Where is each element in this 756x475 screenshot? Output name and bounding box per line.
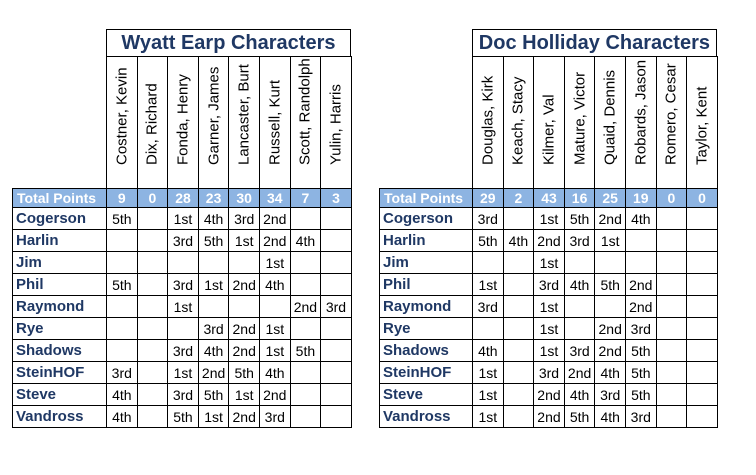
rank-cell[interactable]: 5th <box>290 339 322 362</box>
column-header[interactable] <box>656 56 688 189</box>
rank-cell[interactable] <box>259 295 291 318</box>
rank-cell[interactable]: 4th <box>106 405 138 428</box>
rank-cell[interactable] <box>137 251 169 274</box>
rank-cell[interactable]: 2nd <box>594 207 626 230</box>
rank-cell[interactable] <box>625 229 657 252</box>
rank-cell[interactable] <box>503 405 535 428</box>
rank-cell[interactable] <box>656 295 688 318</box>
reviewer-name[interactable]: SteinHOF <box>379 361 473 384</box>
rank-cell[interactable] <box>228 295 260 318</box>
column-header-label: Russell, Kurt <box>266 79 284 165</box>
rank-cell[interactable]: 4th <box>594 405 626 428</box>
rank-cell[interactable] <box>686 229 718 252</box>
column-header[interactable] <box>594 56 626 189</box>
total-points-cell[interactable]: 25 <box>594 188 626 208</box>
rank-cell[interactable]: 1st <box>533 317 565 340</box>
rank-cell[interactable]: 3rd <box>167 339 199 362</box>
rank-cell[interactable]: 3rd <box>564 229 596 252</box>
rank-cell[interactable]: 5th <box>106 273 138 296</box>
rank-cell[interactable] <box>656 317 688 340</box>
rank-cell[interactable] <box>320 251 352 274</box>
rank-cell[interactable] <box>320 273 352 296</box>
reviewer-name[interactable]: Steve <box>12 383 107 406</box>
rank-cell[interactable] <box>686 317 718 340</box>
column-header[interactable] <box>564 56 596 189</box>
rank-cell[interactable]: 4th <box>198 207 230 230</box>
total-points-label: Total Points <box>379 188 473 208</box>
rank-cell[interactable]: 4th <box>259 273 291 296</box>
reviewer-name[interactable]: Phil <box>12 273 107 296</box>
column-header-label: Costner, Kevin <box>113 67 131 165</box>
rank-cell[interactable] <box>167 317 199 340</box>
rank-cell[interactable] <box>320 383 352 406</box>
rank-cell[interactable]: 4th <box>564 383 596 406</box>
rank-cell[interactable]: 3rd <box>320 295 352 318</box>
rank-cell[interactable] <box>320 361 352 384</box>
rank-cell[interactable]: 1st <box>472 273 504 296</box>
rank-cell[interactable] <box>656 251 688 274</box>
column-header-label: Quaid, Dennis <box>601 69 619 165</box>
rank-cell[interactable] <box>656 405 688 428</box>
rank-cell[interactable] <box>106 317 138 340</box>
rank-cell[interactable]: 2nd <box>533 229 565 252</box>
rank-cell[interactable] <box>137 317 169 340</box>
rank-cell[interactable] <box>137 383 169 406</box>
total-points-cell[interactable]: 0 <box>686 188 718 208</box>
column-header-label: Dix, Richard <box>143 83 161 165</box>
rank-cell[interactable] <box>290 361 322 384</box>
column-header[interactable] <box>228 56 260 189</box>
rank-cell[interactable]: 4th <box>625 207 657 230</box>
rank-cell[interactable] <box>106 295 138 318</box>
rank-cell[interactable] <box>656 339 688 362</box>
rank-cell[interactable] <box>137 273 169 296</box>
rank-cell[interactable]: 1st <box>198 273 230 296</box>
rank-cell[interactable]: 1st <box>259 317 291 340</box>
rank-cell[interactable]: 2nd <box>259 383 291 406</box>
rank-cell[interactable] <box>137 405 169 428</box>
rank-cell[interactable] <box>290 383 322 406</box>
rank-cell[interactable]: 2nd <box>564 361 596 384</box>
rank-cell[interactable]: 1st <box>533 251 565 274</box>
rank-cell[interactable] <box>320 207 352 230</box>
rank-cell[interactable]: 2nd <box>290 295 322 318</box>
rank-cell[interactable]: 2nd <box>259 229 291 252</box>
rank-cell[interactable] <box>656 361 688 384</box>
rank-cell[interactable] <box>686 251 718 274</box>
rank-cell[interactable] <box>320 339 352 362</box>
rank-cell[interactable] <box>656 229 688 252</box>
total-points-cell[interactable]: 19 <box>625 188 657 208</box>
rank-cell[interactable]: 1st <box>167 207 199 230</box>
rank-cell[interactable]: 5th <box>198 229 230 252</box>
rank-cell[interactable]: 2nd <box>625 295 657 318</box>
reviewer-name[interactable]: Rye <box>379 317 473 340</box>
rank-cell[interactable]: 5th <box>564 405 596 428</box>
rank-cell[interactable]: 2nd <box>259 207 291 230</box>
rank-cell[interactable] <box>503 361 535 384</box>
rank-cell[interactable]: 2nd <box>228 339 260 362</box>
column-header[interactable] <box>686 56 718 189</box>
rank-cell[interactable] <box>137 229 169 252</box>
rank-cell[interactable]: 4th <box>564 273 596 296</box>
rank-cell[interactable]: 5th <box>106 207 138 230</box>
reviewer-name[interactable]: SteinHOF <box>12 361 107 384</box>
rank-cell[interactable] <box>686 207 718 230</box>
rank-cell[interactable] <box>564 295 596 318</box>
rank-cell[interactable]: 3rd <box>594 383 626 406</box>
rank-cell[interactable] <box>290 251 322 274</box>
rank-cell[interactable]: 4th <box>472 339 504 362</box>
rank-cell[interactable] <box>564 317 596 340</box>
rank-cell[interactable]: 4th <box>259 361 291 384</box>
rank-cell[interactable]: 2nd <box>594 339 626 362</box>
rank-cell[interactable]: 5th <box>472 229 504 252</box>
column-header-label: Douglas, Kirk <box>479 75 497 165</box>
rank-cell[interactable] <box>472 251 504 274</box>
reviewer-name[interactable]: Shadows <box>379 339 473 362</box>
reviewer-name[interactable]: Vandross <box>12 405 107 428</box>
rank-cell[interactable]: 4th <box>198 339 230 362</box>
rank-cell[interactable] <box>320 229 352 252</box>
column-header-label: Fonda, Henry <box>174 74 192 165</box>
rank-cell[interactable] <box>137 361 169 384</box>
column-header[interactable] <box>533 56 565 189</box>
rank-cell[interactable] <box>503 295 535 318</box>
reviewer-name[interactable]: Vandross <box>379 405 473 428</box>
rank-cell[interactable] <box>290 207 322 230</box>
rank-cell[interactable] <box>686 361 718 384</box>
rank-cell[interactable]: 2nd <box>228 405 260 428</box>
rank-cell[interactable]: 1st <box>228 383 260 406</box>
reviewer-name[interactable]: Raymond <box>12 295 107 318</box>
rank-cell[interactable] <box>228 251 260 274</box>
column-header[interactable] <box>106 56 138 189</box>
column-header-label: Keach, Stacy <box>509 76 527 165</box>
rank-cell[interactable]: 3rd <box>625 405 657 428</box>
column-header[interactable] <box>259 56 291 189</box>
total-points-cell[interactable]: 29 <box>472 188 504 208</box>
rank-cell[interactable] <box>686 405 718 428</box>
rank-cell[interactable]: 2nd <box>533 405 565 428</box>
total-points-cell[interactable]: 16 <box>564 188 596 208</box>
rank-cell[interactable]: 1st <box>167 295 199 318</box>
total-points-cell[interactable]: 9 <box>106 188 138 208</box>
rank-cell[interactable]: 1st <box>472 383 504 406</box>
column-header[interactable] <box>320 56 352 189</box>
rank-cell[interactable] <box>503 383 535 406</box>
column-header-label: Scott, Randolph <box>296 58 314 165</box>
rank-cell[interactable]: 1st <box>533 295 565 318</box>
rank-cell[interactable] <box>594 251 626 274</box>
table-title: Doc Holliday Characters <box>472 29 717 57</box>
total-points-cell[interactable]: 7 <box>290 188 322 208</box>
rank-cell[interactable]: 1st <box>198 405 230 428</box>
rank-cell[interactable] <box>137 339 169 362</box>
rank-cell[interactable] <box>656 207 688 230</box>
rank-cell[interactable] <box>625 251 657 274</box>
rank-cell[interactable]: 3rd <box>167 273 199 296</box>
rank-cell[interactable]: 1st <box>472 405 504 428</box>
rank-cell[interactable] <box>503 251 535 274</box>
column-header-label: Mature, Victor <box>571 71 589 165</box>
rank-cell[interactable] <box>686 295 718 318</box>
rank-cell[interactable]: 3rd <box>106 361 138 384</box>
rank-cell[interactable] <box>564 251 596 274</box>
reviewer-name[interactable]: Harlin <box>12 229 107 252</box>
rank-cell[interactable]: 1st <box>167 361 199 384</box>
rank-cell[interactable] <box>503 339 535 362</box>
rank-cell[interactable] <box>290 405 322 428</box>
rank-cell[interactable] <box>198 295 230 318</box>
reviewer-name[interactable]: Harlin <box>379 229 473 252</box>
reviewer-name[interactable]: Raymond <box>379 295 473 318</box>
rank-cell[interactable] <box>167 251 199 274</box>
column-header[interactable] <box>290 56 322 189</box>
rank-cell[interactable] <box>656 273 688 296</box>
rank-cell[interactable] <box>472 317 504 340</box>
rank-cell[interactable]: 4th <box>594 361 626 384</box>
rank-cell[interactable]: 5th <box>228 361 260 384</box>
column-header[interactable] <box>167 56 199 189</box>
rank-cell[interactable]: 3rd <box>259 405 291 428</box>
rank-cell[interactable]: 4th <box>503 229 535 252</box>
rank-cell[interactable]: 1st <box>472 361 504 384</box>
rank-cell[interactable]: 2nd <box>228 317 260 340</box>
rank-cell[interactable] <box>106 251 138 274</box>
rank-cell[interactable]: 3rd <box>167 229 199 252</box>
rank-cell[interactable]: 1st <box>533 207 565 230</box>
total-points-cell[interactable]: 34 <box>259 188 291 208</box>
rank-cell[interactable]: 3rd <box>564 339 596 362</box>
column-header[interactable] <box>503 56 535 189</box>
rank-cell[interactable]: 3rd <box>472 295 504 318</box>
rank-cell[interactable] <box>686 339 718 362</box>
rank-cell[interactable] <box>656 383 688 406</box>
rank-cell[interactable] <box>503 273 535 296</box>
rank-cell[interactable]: 2nd <box>625 273 657 296</box>
rank-cell[interactable] <box>290 317 322 340</box>
total-points-cell[interactable]: 2 <box>503 188 535 208</box>
total-points-label: Total Points <box>12 188 107 208</box>
rank-cell[interactable]: 1st <box>594 229 626 252</box>
rank-cell[interactable]: 2nd <box>533 383 565 406</box>
reviewer-name[interactable]: Shadows <box>12 339 107 362</box>
rank-cell[interactable]: 5th <box>625 383 657 406</box>
column-header[interactable] <box>198 56 230 189</box>
rank-cell[interactable] <box>503 317 535 340</box>
total-points-cell[interactable]: 0 <box>137 188 169 208</box>
reviewer-name[interactable]: Cogerson <box>379 207 473 230</box>
total-points-cell[interactable]: 30 <box>228 188 260 208</box>
rank-cell[interactable]: 5th <box>198 383 230 406</box>
rank-cell[interactable]: 3rd <box>533 273 565 296</box>
column-header[interactable] <box>472 56 504 189</box>
rank-cell[interactable]: 4th <box>290 229 322 252</box>
column-header-label: Yulin, Harris <box>327 84 345 165</box>
rank-cell[interactable]: 5th <box>625 361 657 384</box>
rank-cell[interactable]: 5th <box>564 207 596 230</box>
column-header-label: Garner, James <box>205 66 223 165</box>
reviewer-name[interactable]: Cogerson <box>12 207 107 230</box>
total-points-cell[interactable]: 3 <box>320 188 352 208</box>
rank-cell[interactable]: 1st <box>533 339 565 362</box>
total-points-cell[interactable]: 0 <box>656 188 688 208</box>
rank-cell[interactable]: 5th <box>594 273 626 296</box>
total-points-cell[interactable]: 23 <box>198 188 230 208</box>
rank-cell[interactable] <box>198 251 230 274</box>
column-header-label: Kilmer, Val <box>540 94 558 165</box>
rank-cell[interactable] <box>686 383 718 406</box>
rank-cell[interactable]: 3rd <box>198 317 230 340</box>
rank-cell[interactable] <box>137 295 169 318</box>
rank-cell[interactable] <box>290 273 322 296</box>
rank-cell[interactable] <box>106 229 138 252</box>
rank-cell[interactable] <box>320 405 352 428</box>
rank-cell[interactable]: 1st <box>228 229 260 252</box>
rank-cell[interactable]: 1st <box>259 251 291 274</box>
rank-cell[interactable]: 2nd <box>228 273 260 296</box>
column-header[interactable] <box>137 56 169 189</box>
total-points-cell[interactable]: 43 <box>533 188 565 208</box>
rank-cell[interactable]: 3rd <box>167 383 199 406</box>
rank-cell[interactable]: 5th <box>625 339 657 362</box>
rank-cell[interactable]: 3rd <box>533 361 565 384</box>
rank-cell[interactable] <box>137 207 169 230</box>
rank-cell[interactable] <box>686 273 718 296</box>
rank-cell[interactable]: 2nd <box>198 361 230 384</box>
rank-cell[interactable] <box>106 339 138 362</box>
table-title: Wyatt Earp Characters <box>106 29 351 57</box>
column-header-label: Lancaster, Burt <box>235 64 253 165</box>
column-header-label: Romero, Cesar <box>662 63 680 165</box>
column-header-label: Taylor, Kent <box>693 86 711 165</box>
rank-cell[interactable] <box>594 295 626 318</box>
reviewer-name[interactable]: Steve <box>379 383 473 406</box>
reviewer-name[interactable]: Jim <box>379 251 473 274</box>
rank-cell[interactable]: 4th <box>106 383 138 406</box>
column-header-label: Robards, Jason <box>632 59 650 165</box>
rank-cell[interactable]: 5th <box>167 405 199 428</box>
rank-cell[interactable]: 3rd <box>228 207 260 230</box>
reviewer-name[interactable]: Rye <box>12 317 107 340</box>
rank-cell[interactable]: 3rd <box>472 207 504 230</box>
total-points-cell[interactable]: 28 <box>167 188 199 208</box>
rank-cell[interactable]: 1st <box>259 339 291 362</box>
rank-cell[interactable] <box>320 317 352 340</box>
rank-cell[interactable] <box>503 207 535 230</box>
column-header[interactable] <box>625 56 657 189</box>
reviewer-name[interactable]: Phil <box>379 273 473 296</box>
reviewer-name[interactable]: Jim <box>12 251 107 274</box>
rank-cell[interactable]: 2nd <box>594 317 626 340</box>
rank-cell[interactable]: 3rd <box>625 317 657 340</box>
